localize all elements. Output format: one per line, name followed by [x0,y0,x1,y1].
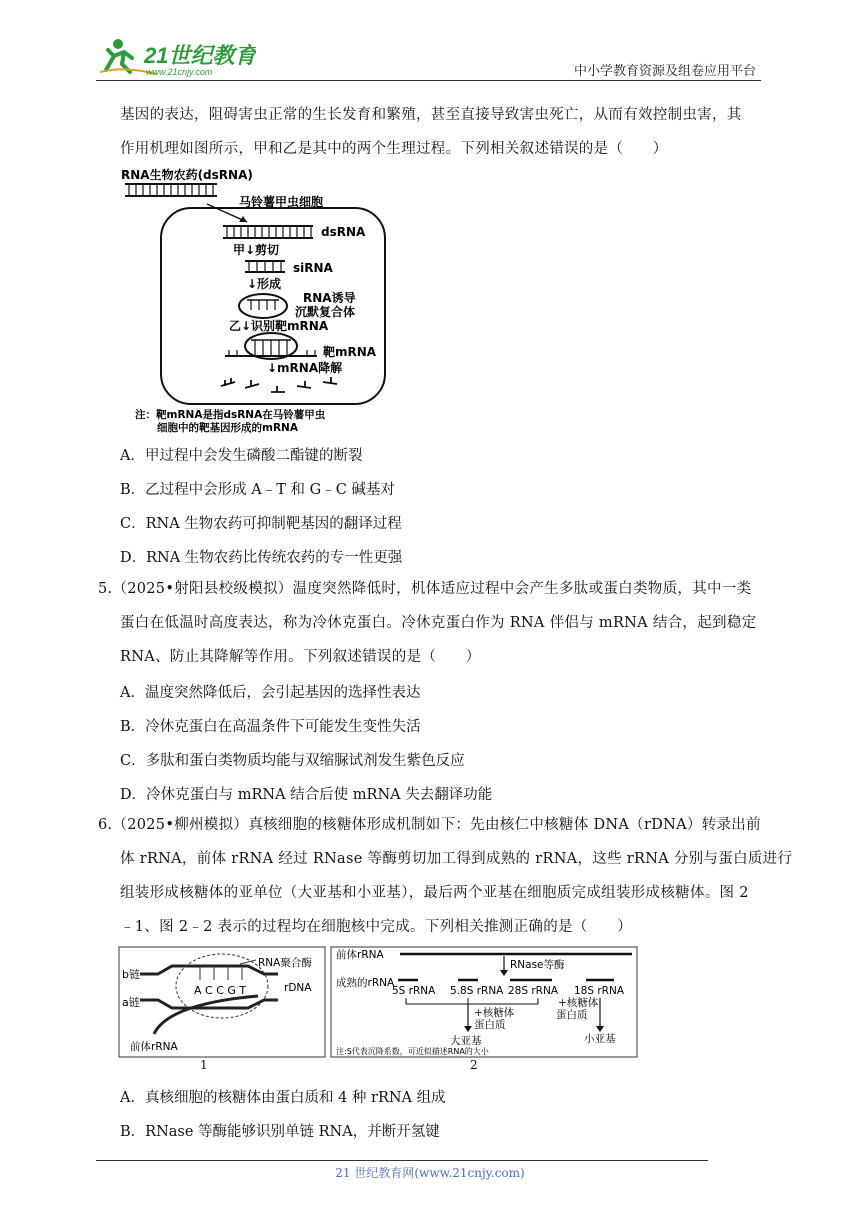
q5-option-c: C．多肽和蛋白类物质均能与双缩脲试剂发生紫色反应 [120,753,465,769]
site-logo [96,36,256,78]
fig2-small: 小亚基 [584,1033,616,1045]
q6-line1: 6.（2025•柳州模拟）真核细胞的核糖体形成机制如下：先由核仁中核糖体 DNA（rDNA）转录出前 [98,817,761,833]
fig1-a-chain: a链 [122,996,140,1009]
fig-step2: ↓形成 [247,277,282,291]
logo-text: 21世纪教育 [144,43,256,68]
fig1-bases: A C C G T [194,984,247,997]
q5-option-d: D．冷休克蛋白与 mRNA 结合后使 mRNA 失去翻译功能 [120,787,493,803]
fig2-pre: 前体rRNA [336,949,384,961]
fig-step4: ↓mRNA降解 [267,361,343,375]
q4-line1: 基因的表达，阻碍害虫正常的生长发育和繁殖，甚至直接导致害虫死亡，从而有效控制虫害，其 [120,107,742,123]
fig1-pre: 前体rRNA [130,1041,178,1053]
fig1-number: 1 [200,1058,208,1072]
fig1-enzyme: RNA聚合酶 [258,957,312,969]
fig2-plus1a: +核糖体 [474,1007,515,1019]
q5-line1: 5.（2025•射阳县校级模拟）温度突然降低时，机体适应过程中会产生多肽或蛋白类物质，其中一类 [98,581,752,597]
q5-option-a: A．温度突然降低后，会引起基因的选择性表达 [120,685,421,701]
fig2-large: 大亚基 [450,1035,482,1047]
q6-option-a: A．真核细胞的核糖体由蛋白质和 4 种 rRNA 组成 [120,1090,446,1106]
fig2-plus2a: +核糖体 [558,997,599,1009]
q6-figure-2 [330,946,638,1058]
q4-option-c: C．RNA 生物农药可抑制靶基因的翻译过程 [120,516,402,532]
fig-cell-label: 马铃薯甲虫细胞 [239,195,324,209]
fig-target-label: 靶mRNA [323,345,377,359]
header-platform-text: 中小学教育资源及组卷应用平台 [573,64,756,79]
fig2-r28s: 28S rRNA [508,985,559,997]
logo-url: www.21cnjy.com [146,67,213,77]
fig-dsrna-label: dsRNA [321,225,366,239]
footer-divider [96,1160,708,1161]
fig2-mature: 成熟的rRNA [336,977,395,989]
fig2-plus2b: 蛋白质 [556,1009,588,1021]
q5-option-b: B．冷休克蛋白在高温条件下可能发生变性失活 [120,719,421,735]
footer-link[interactable]: 21 世纪教育网(www.21cnjy.com) [335,1166,525,1180]
fig1-b-chain: b链 [122,968,140,981]
q4-option-a: A．甲过程中会发生磷酸二酯键的断裂 [120,448,363,464]
fig2-r5s: 5S rRNA [392,985,436,997]
q5-line3: RNA、防止其降解等作用。下列叙述错误的是（ ） [120,649,481,665]
q6-option-b: B．RNase 等酶能够识别单链 RNA，并断开氢键 [120,1124,440,1140]
fig2-rnase: RNase等酶 [510,959,565,971]
q4-diagram [117,166,395,434]
fig2-number: 2 [470,1058,478,1072]
q4-option-d: D．RNA 生物农药比传统农药的专一性更强 [120,550,403,566]
fig-step3: 乙↓识别靶mRNA [229,319,329,333]
q6-line2: 体 rRNA，前体 rRNA 经过 RNase 等酶剪切加工得到成熟的 rRNA，这些 rRNA 分别与蛋白质进行 [120,851,793,867]
fig2-plus1b: 蛋白质 [474,1019,506,1031]
fig-step1: 甲↓剪切 [233,243,280,257]
header-divider [96,80,761,81]
fig-sirna-label: siRNA [293,261,333,275]
fig-complex1: RNA诱导 [303,291,356,305]
fig2-note: 注:S代表沉降系数，可近似描述RNA的大小 [336,1047,489,1056]
fig-complex2: 沉默复合体 [295,305,356,319]
q4-line2: 作用机理如图所示，甲和乙是其中的两个生理过程。下列相关叙述错误的是（ ） [120,141,668,157]
q6-line3: 组装形成核糖体的亚单位（大亚基和小亚基），最后两个亚基在细胞质完成组装形成核糖体。图 2 [120,885,749,901]
q6-line4: ﹣1、图 2﹣2 表示的过程均在细胞核中完成。下列相关推测正确的是（ ） [120,919,632,935]
fig1-rdna: rDNA [284,982,312,994]
q6-figure-1 [118,946,326,1058]
q5-line2: 蛋白在低温时高度表达，称为冷休克蛋白。冷休克蛋白作为 RNA 伴侣与 mRNA 结合，起到稳定 [120,615,757,631]
fig-note1: 注：靶mRNA是指dsRNA在马铃薯甲虫 [135,409,326,421]
fig2-r18s: 18S rRNA [574,985,625,997]
q4-option-b: B．乙过程中会形成 A﹣T 和 G﹣C 碱基对 [120,482,395,498]
fig-title: RNA生物农药(dsRNA) [121,168,253,182]
fig-note2: 细胞中的靶基因形成的mRNA [157,422,298,434]
fig2-r58s: 5.8S rRNA [450,985,504,997]
